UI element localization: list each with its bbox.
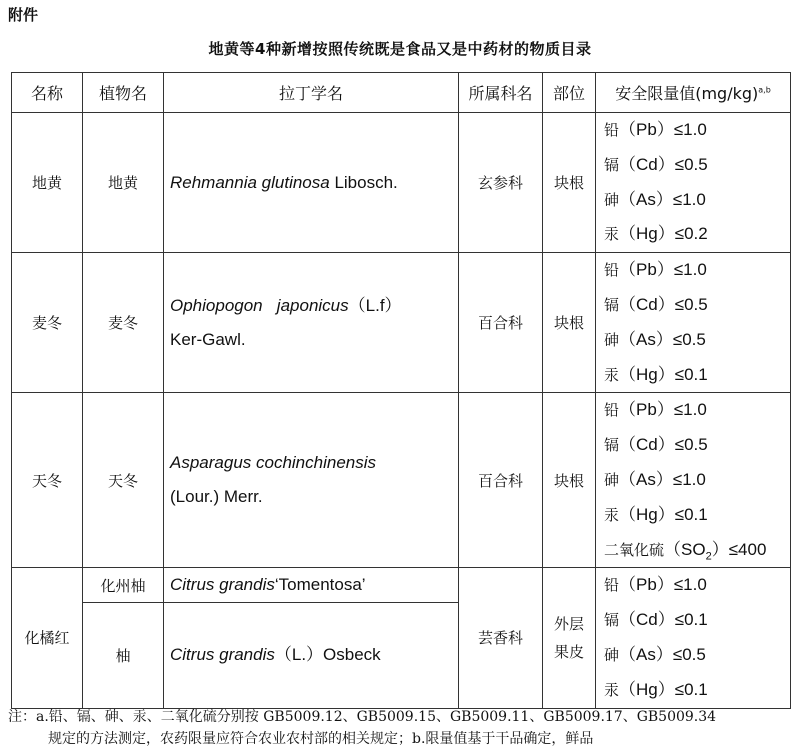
cell-plant: 地黄 [83,113,164,253]
latin-plain: ‘Tomentosa’ [274,575,366,595]
limit-symbol: Cd [636,294,658,314]
cell-limits [596,393,791,568]
cell-part: 块根 [543,393,596,568]
limit-line: 砷（As）≤1.0 [604,469,706,489]
limit-symbol: Cd [636,154,658,174]
header-limit-sup: a,b [758,85,771,95]
header-plant: 植物名 [83,73,164,113]
cell-family: 百合科 [459,393,543,568]
cell-family: 芸香科 [459,568,543,708]
limit-symbol: As [636,644,656,664]
limit-symbol: Pb [636,120,657,139]
cell-name: 地黄 [12,113,83,253]
limit-line: 镉（Cd）≤0.5 [604,294,708,314]
limit-value: ≤1.0 [673,120,707,139]
latin-line2: Ker-Gawl. [170,329,246,349]
header-latin: 拉丁学名 [164,73,459,113]
limit-value: ≤0.5 [674,294,708,314]
part-line1: 外层 [553,614,584,633]
attachment-label: 附件 [8,6,39,24]
latin-italic: Asparagus cochinchinensis [170,453,377,473]
footnote-line1: 注：a.铅、镉、砷、汞、二氧化硫分别按 GB5009.12、GB5009.15、GB5009.11、GB5009.17、GB5009.34 [8,709,717,725]
limit-line: 铅（Pb）≤1.0 [604,400,707,420]
limit-line: 铅（Pb）≤1.0 [604,120,707,139]
latin-italic: Ophiopogon japonicus [170,295,349,315]
limit-line: 铅（Pb）≤1.0 [604,575,707,595]
header-limit-text: 安全限量值(mg/kg) [615,84,759,103]
limit-line: 二氧化硫$(SO_2)\le 400$ [604,539,767,562]
limit-value: ≤0.1 [674,504,708,524]
table-row [12,113,791,253]
cell-part [543,568,596,708]
latin-plain: （L.f） [348,295,402,315]
limit-element: 铅 [604,401,620,420]
limit-line: 汞（Hg）≤0.1 [604,504,708,524]
latin-italic: Rehmannia glutinosa [170,172,330,192]
footnote-line2: 规定的方法测定，农药限量应符合农业农村部的相关规定；b.限量值基于干品确定，鲜品 [48,731,594,747]
limit-element: 汞 [604,225,620,244]
cell-limits [596,568,791,708]
limit-line: 汞（Hg）≤0.1 [604,364,708,384]
limit-symbol: As [636,469,656,489]
table-row [12,253,791,393]
limit-line: 汞（Hg）≤0.2 [604,224,708,244]
cell-part: 块根 [543,113,596,253]
limit-symbol: Hg [636,364,658,384]
limit-line: 镉（Cd）≤0.5 [604,435,708,455]
cell-latin [164,568,459,603]
limit-line: 铅（Pb）≤1.0 [604,260,707,280]
latin-plain: （L.）Osbeck [274,645,381,665]
cell-name: 麦冬 [12,253,83,393]
page-title: 地黄等4种新增按照传统既是食品又是中药材的物质目录 [208,40,592,58]
limit-element: 二氧化硫 [604,540,665,559]
cell-name: 化橘红 [12,568,83,708]
header-part: 部位 [543,73,596,113]
cell-family: 玄参科 [459,113,543,253]
limit-value: ≤1.0 [672,469,706,489]
latin-plain: Libosch. [329,172,398,192]
limit-element: 汞 [604,365,620,384]
limit-subscript: 2 [705,549,712,562]
footnote [8,706,716,750]
limit-value: ≤0.1 [674,610,708,630]
latin-line2: (Lour.) Merr. [170,487,263,507]
table-row [12,393,791,568]
header-name: 名称 [12,73,83,113]
substance-table [11,72,791,709]
limit-element: 汞 [604,680,620,699]
cell-family: 百合科 [459,253,543,393]
cell-limits [596,113,791,253]
limit-symbol: As [636,329,656,349]
limit-element: 镉 [604,436,620,455]
limit-line: 镉（Cd）≤0.5 [604,154,708,174]
limit-element: 砷 [604,190,620,209]
limit-symbol: Pb [636,400,657,420]
limit-line: 汞（Hg）≤0.1 [604,679,708,699]
limit-value: ≤1.0 [673,400,707,420]
limit-element: 镉 [604,611,620,630]
cell-name: 天冬 [12,393,83,568]
limit-value: ≤0.5 [672,644,706,664]
header-limit [596,73,791,113]
part-line2: 果皮 [553,642,584,661]
cell-latin [164,113,459,253]
limit-line: 砷（As）≤1.0 [604,189,706,209]
limit-element: 铅 [604,576,620,595]
limit-element: 砷 [604,330,620,349]
cell-plant: 麦冬 [83,253,164,393]
limit-value: ≤0.5 [674,154,708,174]
cell-plant: 化州柚 [83,568,164,603]
table-row [12,568,791,603]
limit-element: 铅 [604,121,620,139]
limit-symbol: Hg [636,679,658,699]
cell-plant: 柚 [83,603,164,708]
limit-value: ≤0.5 [672,329,706,349]
limit-element: 汞 [604,505,620,524]
limit-symbol: Hg [636,224,658,244]
limit-element: 砷 [604,470,620,489]
limit-value: ≤0.5 [674,435,708,455]
limit-symbol: Pb [636,260,657,280]
latin-italic: Citrus grandis [170,645,275,665]
limit-value: ≤1.0 [673,260,707,280]
cell-latin [164,393,459,568]
cell-part: 块根 [543,253,596,393]
limit-value: ≤0.2 [674,224,708,244]
limit-value: ≤1.0 [673,575,707,595]
limit-symbol: Pb [636,575,657,595]
limit-line: 砷（As）≤0.5 [604,644,706,664]
cell-limits [596,253,791,393]
limit-symbol: Cd [636,435,658,455]
limit-symbol: As [636,189,656,209]
limit-value: ≤400 [728,539,767,559]
limit-value: ≤0.1 [674,679,708,699]
limit-element: 镉 [604,295,620,314]
limit-symbol: Hg [636,504,658,524]
cell-latin [164,603,459,708]
limit-value: ≤1.0 [672,189,706,209]
limit-element: 铅 [604,261,620,280]
limit-line: 镉（Cd）≤0.1 [604,610,708,630]
latin-italic: Citrus grandis [170,575,275,595]
limit-value: ≤0.1 [674,364,708,384]
cell-plant: 天冬 [83,393,164,568]
limit-line: 砷（As）≤0.5 [604,329,706,349]
limit-symbol: Cd [636,610,658,630]
header-family: 所属科名 [459,73,543,113]
limit-symbol: SO [681,539,706,559]
limit-element: 镉 [604,155,620,174]
table-header-row [12,73,791,113]
limit-element: 砷 [604,645,620,664]
cell-latin [164,253,459,393]
